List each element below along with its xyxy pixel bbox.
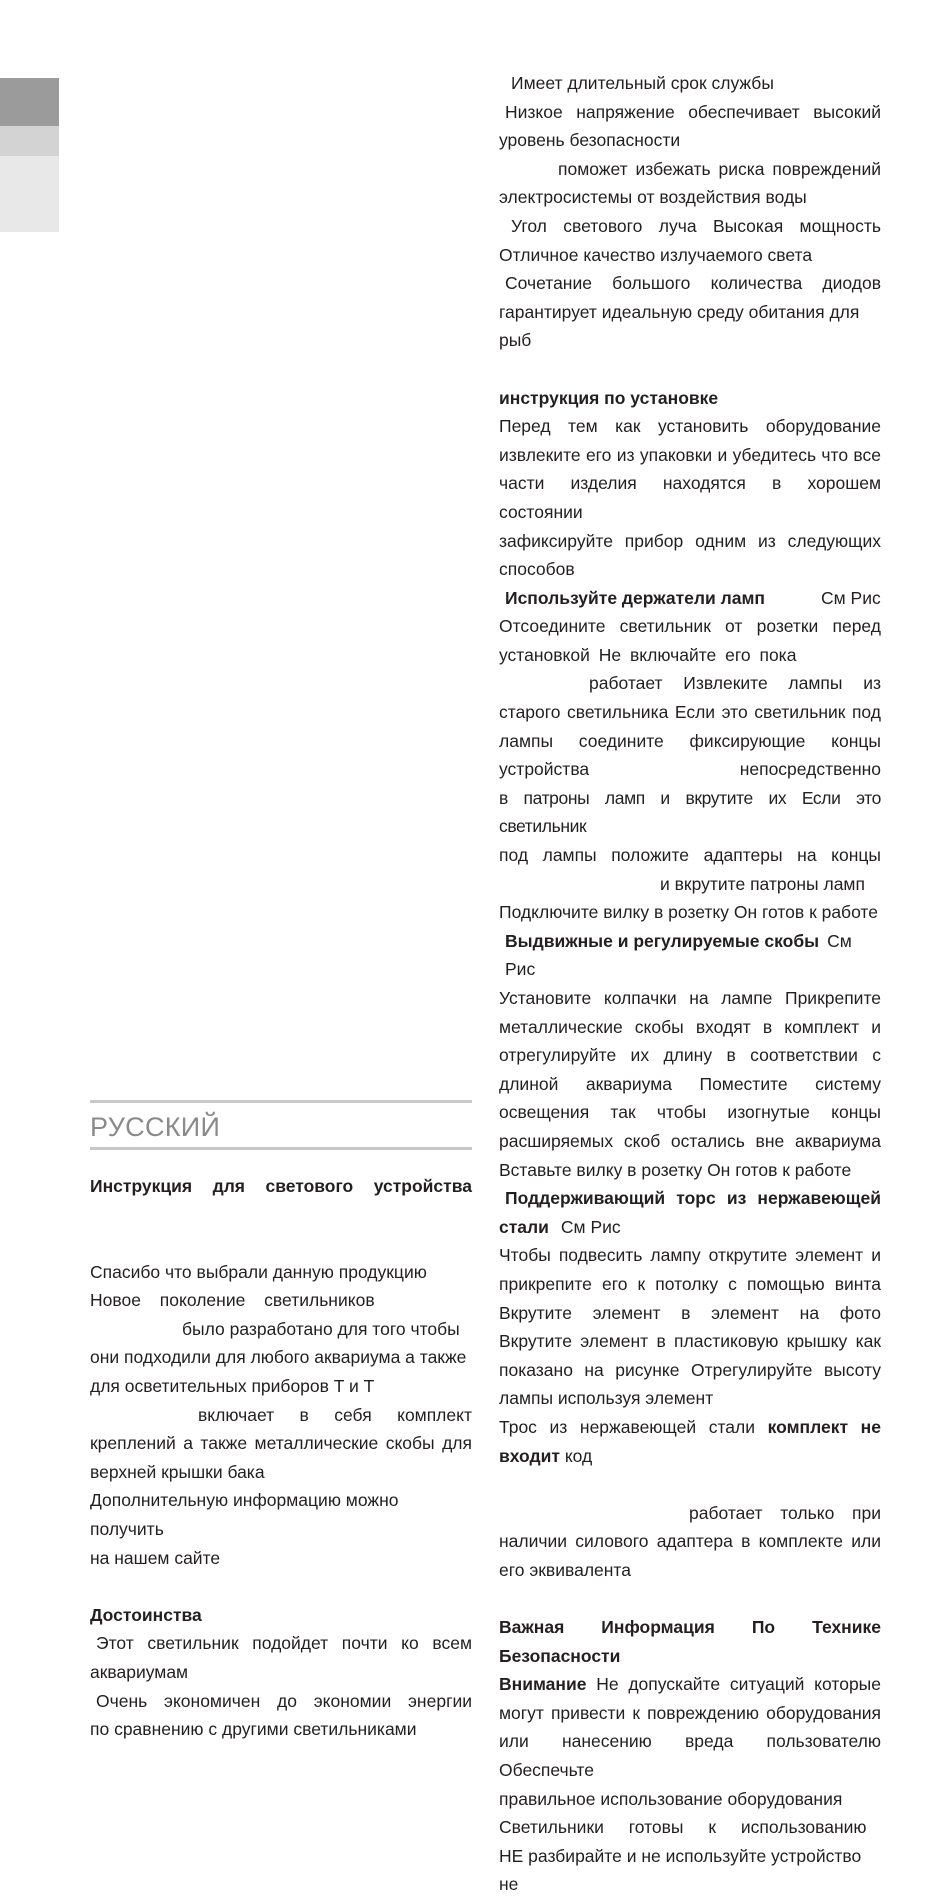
warning-line: или нанесению вреда пользователю Обеспечьте (499, 1731, 881, 1781)
intro-line: было разработано для того чтобы (182, 1318, 460, 1339)
holders-line: лампы соедините фиксирующие концы (499, 730, 881, 751)
advantage-line: уровень безопасности (499, 130, 681, 151)
advantage-line: Очень экономичен до экономии энергии (96, 1690, 472, 1711)
language-heading: РУССКИЙ (90, 1112, 221, 1142)
brackets-line: Установите колпачки на лампе Прикрепите (499, 988, 881, 1008)
right-column (499, 69, 881, 1899)
warning-line: НЕ разбирайте и не используйте устройство не (499, 1845, 862, 1895)
cable-note-text: Трос из нержавеющей стали (499, 1416, 756, 1437)
holders-heading-line (499, 584, 881, 613)
advantage-line: электросистемы от воздействия воды (499, 187, 807, 208)
holders-line: установкой Не включайте его пока (499, 644, 797, 665)
holders-line: старого светильника Если это светильник под (499, 702, 881, 723)
brackets-line: металлические скобы входят в комплект и (499, 1016, 881, 1037)
brackets-line: расширяемых скоб остались вне аквариума (499, 1130, 881, 1151)
cable-heading-line (499, 1213, 881, 1242)
holders-line: работает Извлеките лампы из (589, 673, 881, 694)
install-line: части изделия находятся в хорошем состоянии (499, 473, 881, 522)
cable-note-bold: комплект не (767, 1416, 881, 1437)
advantage-line: поможет избежать риска повреждений (558, 158, 881, 179)
power-line: его эквивалента (499, 1559, 631, 1580)
advantage-line: по сравнению с другими светильниками (90, 1719, 417, 1740)
advantages-heading: Достоинства (90, 1604, 202, 1625)
install-line: Перед тем как установить оборудование (499, 416, 881, 437)
holders-line: в патроны ламп и вкрутите их Если это светильник (499, 787, 881, 837)
intro-line: включает в себя комплект (198, 1404, 472, 1425)
power-line: работает только при (689, 1502, 881, 1523)
holders-heading: Используйте держатели ламп (505, 587, 765, 608)
intro-line: Новое поколение светильников (90, 1290, 375, 1311)
brackets-line: отрегулируйте их длину в соответствии с (499, 1045, 881, 1066)
document-title: Инструкция для светового устройства (90, 1176, 472, 1196)
cable-note-line (499, 1442, 881, 1471)
advantage-line: Угол светового луча Высокая мощность (511, 215, 881, 236)
holders-line: устройства непосредственно (499, 759, 881, 780)
safety-heading-cont: Безопасности (499, 1645, 621, 1666)
intro-line: на нашем сайте (90, 1547, 221, 1568)
brackets-line: Вставьте вилку в розетку Он готов к работе (499, 1159, 852, 1180)
install-line: извлеките его из упаковки и убедитесь что все (499, 444, 881, 465)
advantage-line: Сочетание большого количества диодов (505, 273, 881, 294)
holders-line: под лампы положите адаптеры на концы (499, 845, 881, 866)
power-line: наличии силового адаптера в комплекте или (499, 1531, 881, 1552)
safety-heading: Важная Информация По Технике (499, 1617, 881, 1638)
figure-reference: См Рис (560, 1216, 621, 1237)
install-line: зафиксируйте прибор одним из следующих (499, 530, 881, 551)
cable-note-line (499, 1413, 881, 1442)
cable-note-bold: входит (499, 1445, 560, 1466)
brackets-heading-line (499, 927, 881, 984)
cable-line: Вкрутите элемент в пластиковую крышку как (499, 1331, 881, 1352)
cable-line: лампы используя элемент (499, 1388, 714, 1409)
install-heading: инструкция по установке (499, 387, 719, 408)
warning-line (499, 1670, 881, 1699)
section-tab-mid (0, 126, 59, 156)
intro-line: для осветительных приборов T и T (90, 1375, 375, 1396)
cable-heading: Поддерживающий торс из нержавеющей (505, 1188, 881, 1209)
intro-line: они подходили для любого аквариума а также (90, 1347, 467, 1368)
intro-line: креплений а также металлические скобы для (90, 1433, 472, 1454)
cable-line: Чтобы подвесить лампу открутите элемент и (499, 1245, 881, 1266)
advantage-line: Низкое напряжение обеспечивает высокий (505, 101, 881, 122)
section-tab-light (0, 156, 59, 232)
warning-line: могут привести к повреждению оборудования (499, 1702, 881, 1723)
warning-line: правильное использование оборудования (499, 1788, 843, 1809)
figure-reference: См Рис (505, 930, 852, 980)
advantage-line: гарантирует идеальную среду обитания для рыб (499, 301, 860, 351)
holders-line: Отсоедините светильник от розетки перед (499, 616, 881, 637)
warning-label: Внимание (499, 1674, 587, 1695)
cable-note-code: код (564, 1445, 593, 1466)
warning-text: Не допускайте ситуаций которые (596, 1674, 881, 1695)
thanks-line: Спасибо что выбрали данную продукцию (90, 1261, 427, 1282)
warning-line: Светильники готовы к использованию (499, 1817, 867, 1838)
brackets-heading: Выдвижные и регулируемые скобы (505, 930, 820, 951)
left-column (90, 1100, 472, 1744)
advantage-line: Имеет длительный срок службы (511, 73, 774, 93)
cable-heading-cont: стали (499, 1216, 549, 1237)
advantage-line: Этот светильник подойдет почти ко всем (96, 1633, 472, 1654)
cable-line: прикрепите его к потолку с помощью винта (499, 1273, 881, 1294)
intro-line: Дополнительную информацию можно получить (90, 1490, 399, 1539)
holders-line: и вкрутите патроны ламп (660, 873, 865, 894)
advantage-line: Отличное качество излучаемого света (499, 244, 813, 265)
install-line: способов (499, 559, 575, 580)
brackets-line: освещения так чтобы изогнутые концы (499, 1102, 881, 1123)
section-tab-dark (0, 78, 59, 126)
figure-reference: См Рис (821, 587, 881, 608)
intro-line: верхней крышки бака (90, 1461, 265, 1482)
cable-line: показано на рисунке Отрегулируйте высоту (499, 1359, 881, 1380)
holders-line: Подключите вилку в розетку Он готов к работе (499, 902, 878, 923)
cable-line: Вкрутите элемент в элемент на фото (499, 1302, 881, 1323)
advantage-line: аквариумам (90, 1661, 189, 1682)
brackets-line: длиной аквариума Поместите систему (499, 1073, 881, 1094)
